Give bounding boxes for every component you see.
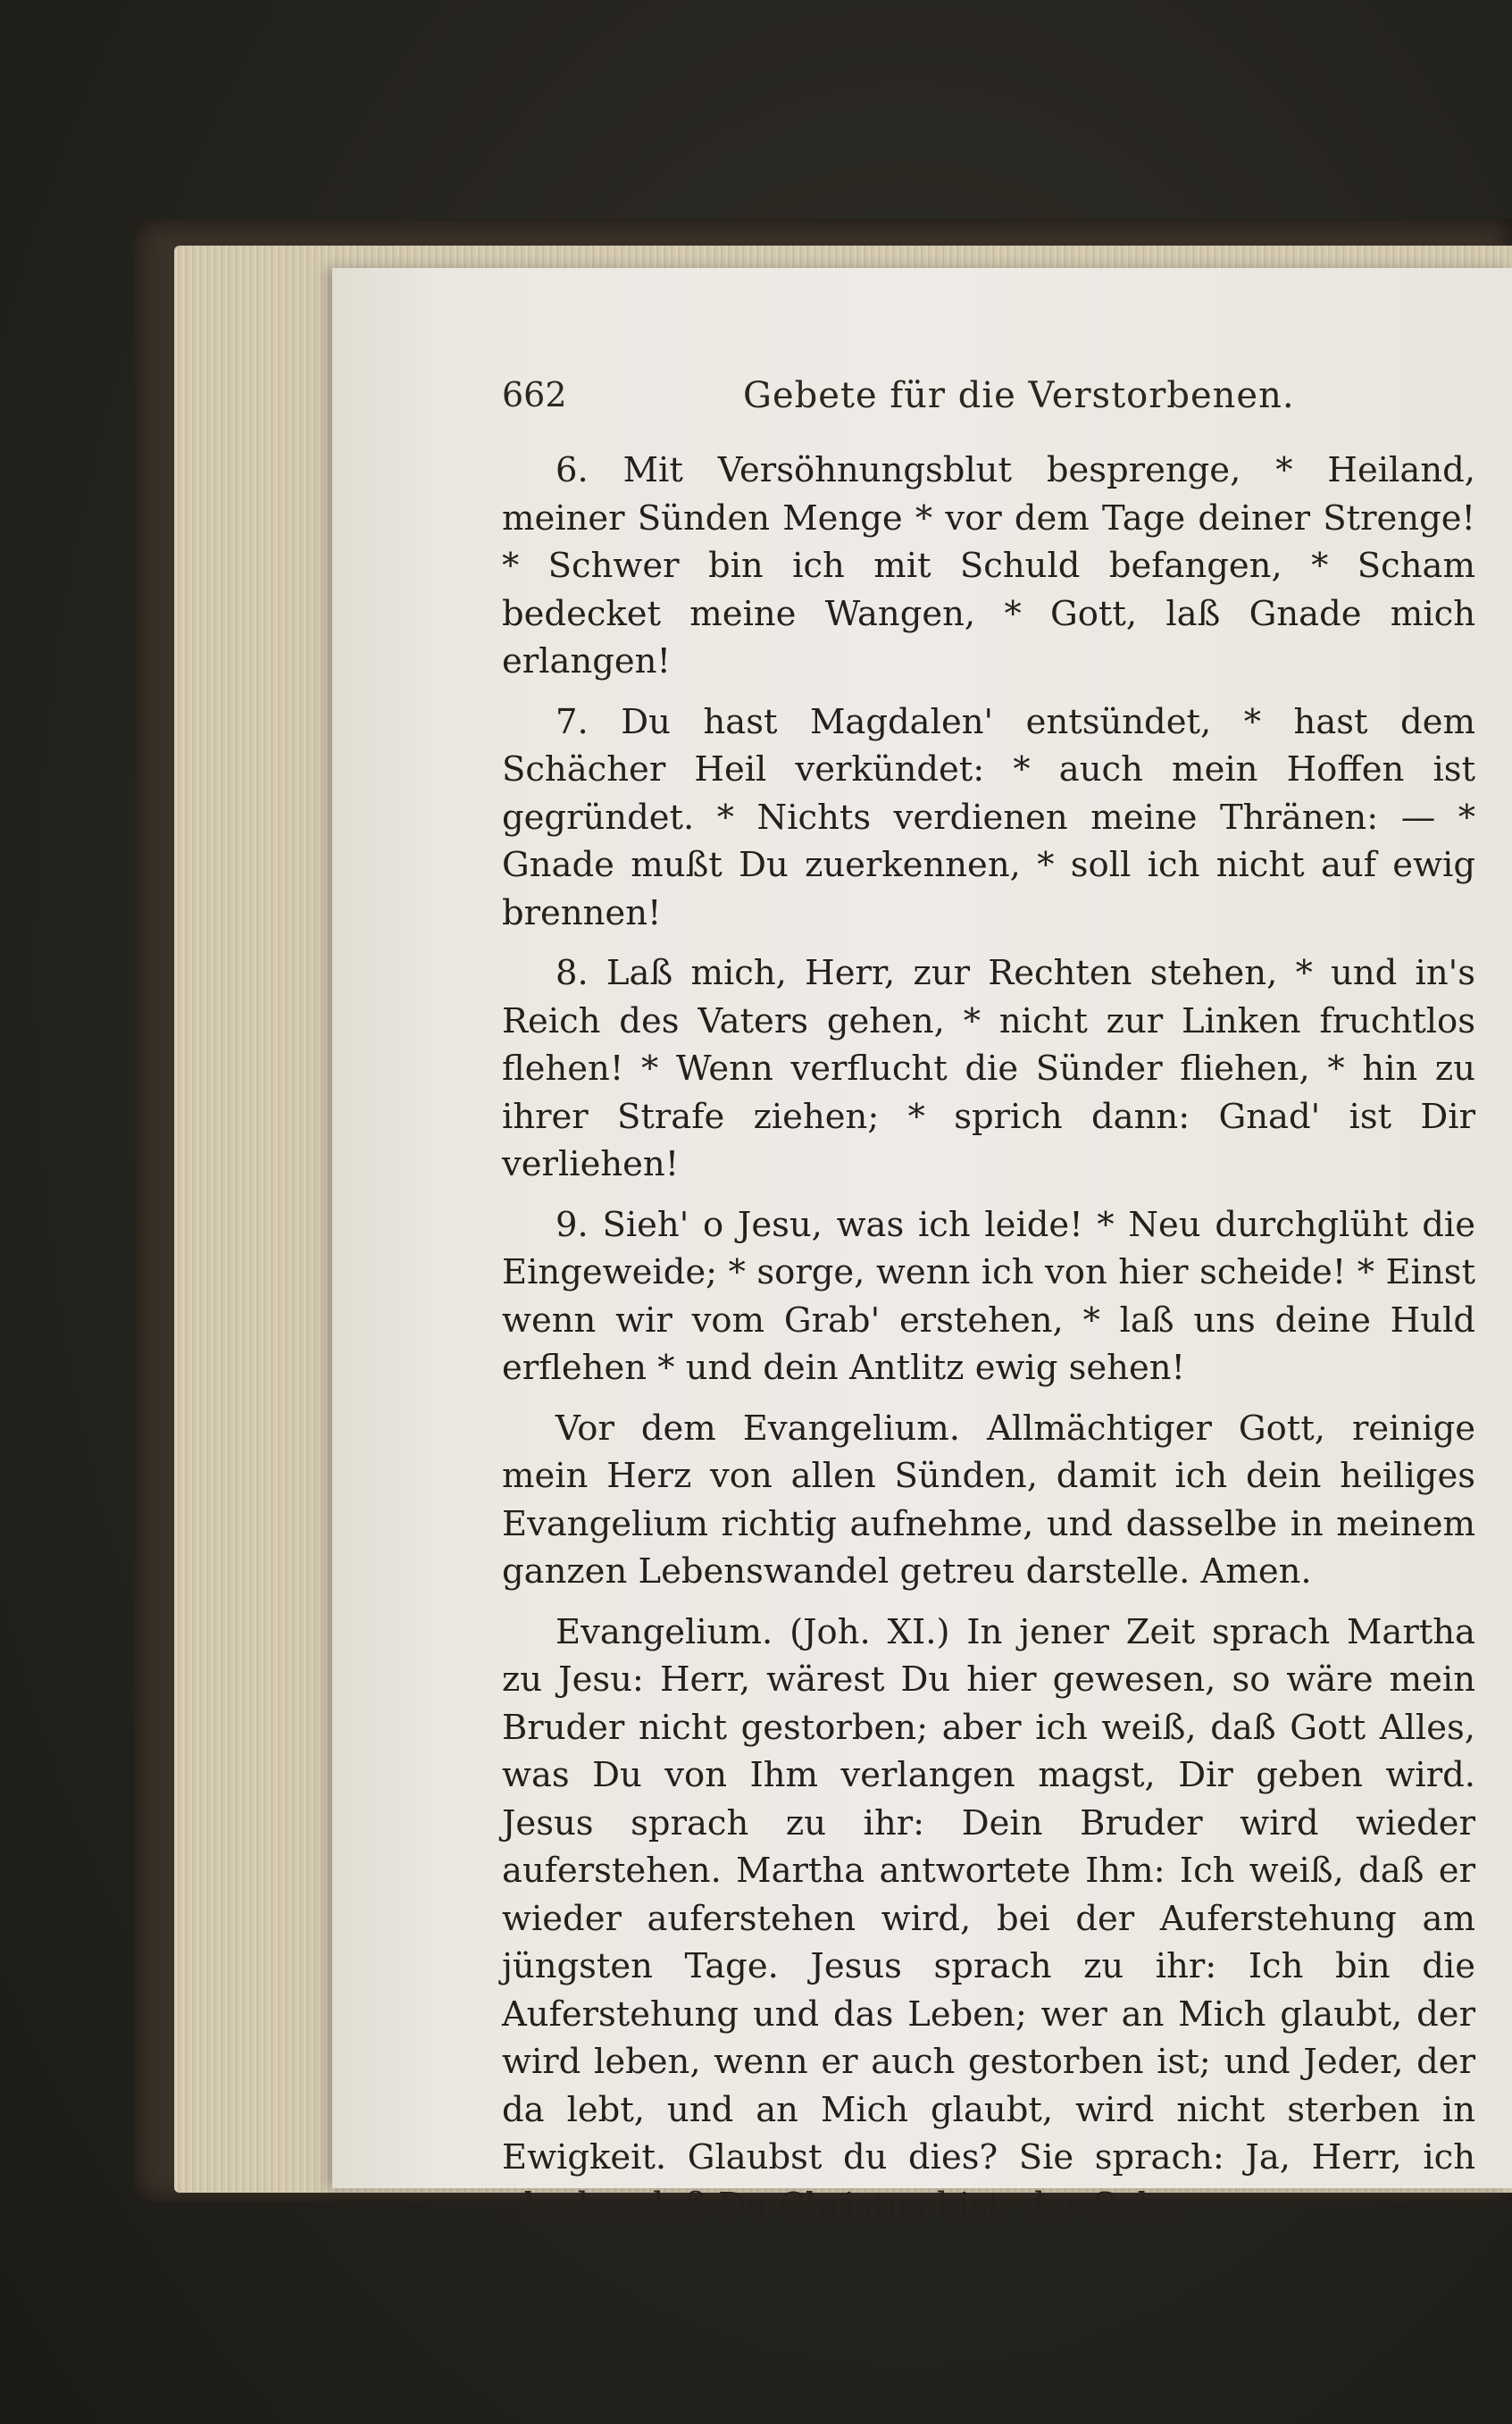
- page-body: [502, 447, 1475, 2247]
- running-title: Gebete für die Verstorbenen.: [743, 375, 1295, 416]
- paragraph-verse-9: 9. Sieh' o Jesu, was ich leide! * Neu durchglüht die Eingeweide; * sorge, wenn ich von hier scheide! * Einst wenn wir vom Grab' erstehen, * laß uns deine Huld erflehen * und dein Antlitz ewig sehen!: [502, 1204, 1475, 1388]
- paragraph-before-gospel: Vor dem Evangelium. Allmächtiger Gott, reinige mein Herz von allen Sünden, damit ich dein heiliges Evangelium richtig aufnehme, und dasselbe in meinem ganzen Lebenswandel getreu darstelle. Amen.: [502, 1408, 1475, 1592]
- paragraph-gospel: Evangelium. (Joh. XI.) In jener Zeit sprach Martha zu Jesu: Herr, wärest Du hier gewesen, so wäre mein Bruder nicht gestorben; aber ich weiß, daß Gott Alles, was Du von Ihm verlangen magst, Dir geben wird. Jesus sprach zu ihr: Dein Bruder wird wieder auferstehen. Martha antwortete Ihm: Ich weiß, daß er wieder auferstehen wird, bei der Auferstehung am jüngsten Tage. Jesus sprach zu ihr: Ich bin die Auferstehung und das Leben; wer an Mich glaubt, der wird leben, wenn er auch gestorben ist; und Jeder, der da lebt, und an Mich glaubt, wird nicht sterben in Ewigkeit. Glaubst du dies? Sie sprach: Ja, Herr, ich glaube, daß Du Christus bist, der Sohn: [502, 1611, 1475, 2226]
- book-page: [332, 268, 1512, 2226]
- paragraph-verse-6: 6. Mit Versöhnungsblut besprenge, * Heiland, meiner Sünden Menge * vor dem Tage deiner Strenge! * Schwer bin ich mit Schuld befangen, * Scham bedecket meine Wangen, * Gott, laß Gnade mich erlangen!: [502, 450, 1475, 681]
- page-header: [502, 375, 1475, 429]
- paragraph-verse-8: 8. Laß mich, Herr, zur Rechten stehen, * und in's Reich des Vaters gehen, * nicht zur Linken fruchtlos flehen! * Wenn verflucht die Sünder fliehen, * hin zu ihrer Strafe ziehen; * sprich dann: Gnad' ist Dir verliehen!: [502, 953, 1475, 1184]
- page-number: 662: [502, 375, 567, 414]
- paragraph-verse-7: 7. Du hast Magdalen' entsündet, * hast dem Schächer Heil verkündet: * auch mein Hoffen ist gegründet. * Nichts verdienen meine Thränen: — * Gnade mußt Du zuerkennen, * soll ich nicht auf ewig brennen!: [502, 701, 1475, 933]
